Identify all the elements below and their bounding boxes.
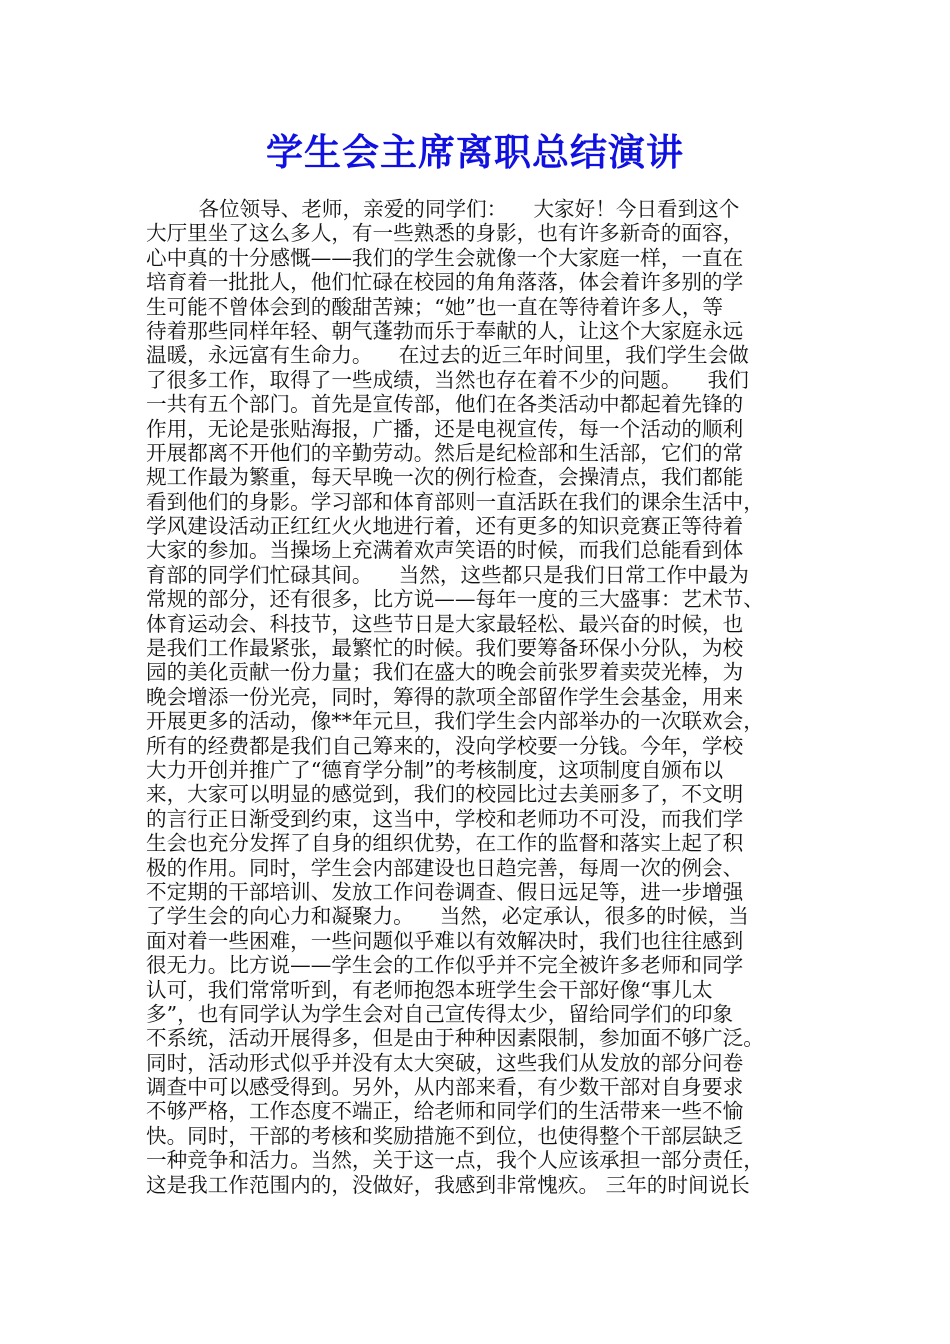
body-line: 规工作最为繁重，每天早晚一次的例行检查，会操清点，我们都能	[146, 465, 744, 490]
body-line: 认可，我们常常听到，有老师抱怨本班学生会干部好像“事儿太	[146, 977, 713, 1002]
body-line: 面对着一些困难，一些问题似乎难以有效解决时，我们也往往感到	[146, 928, 744, 953]
body-line: 调查中可以感受得到。另外，从内部来看，有少数干部对自身要求	[146, 1075, 744, 1100]
body-line: 不定期的干部培训、发放工作问卷调查、假日远足等，进一步增强	[146, 879, 744, 904]
body-line: 开展更多的活动，像**年元旦，我们学生会内部举办的一次联欢会，	[146, 709, 764, 734]
body-line: 晚会增添一份光亮，同时，筹得的款项全部留作学生会基金，用来	[146, 684, 744, 709]
body-line: 不够严格，工作态度不端正，给老师和同学们的生活带来一些不愉	[146, 1099, 744, 1124]
body-line: 是我们工作最紧张，最繁忙的时候。我们要筹备环保小分队，为校	[146, 636, 744, 661]
body-line: 来，大家可以明显的感觉到，我们的校园比过去美丽多了，不文明	[146, 782, 744, 807]
body-line: 了很多工作，取得了一些成绩，当然也存在着不少的问题。 我们	[146, 367, 749, 392]
body-line: 大力开创并推广了“德育学分制”的考核制度，这项制度自颁布以	[146, 757, 724, 782]
body-line: 园的美化贡献一份力量；我们在盛大的晚会前张罗着卖荧光棒，为	[146, 660, 744, 685]
document-body	[146, 197, 822, 1197]
body-line: 大厅里坐了这么多人，有一些熟悉的身影，也有许多新奇的面容，	[146, 221, 744, 246]
body-line: 学风建设活动正红红火火地进行着，还有更多的知识竞赛正等待着	[146, 514, 744, 539]
body-line: 温暖，永远富有生命力。 在过去的近三年时间里，我们学生会做	[146, 343, 749, 368]
body-line: 很无力。比方说——学生会的工作似乎并不完全被许多老师和同学	[146, 953, 744, 978]
body-line: 大家的参加。当操场上充满着欢声笑语的时候，而我们总能看到体	[146, 538, 744, 563]
body-line: 这是我工作范围内的，没做好，我感到非常愧疚。 三年的时间说长	[146, 1172, 750, 1197]
body-line: 一种竞争和活力。当然，关于这一点，我个人应该承担一部分责任，	[146, 1148, 764, 1173]
body-line: 育部的同学们忙碌其间。 当然，这些都只是我们日常工作中最为	[146, 562, 749, 587]
body-line: 各位领导、老师，亲爱的同学们： 大家好！今日看到这个	[146, 197, 740, 221]
body-line: 体育运动会、科技节，这些节日是大家最轻松、最兴奋的时候，也	[146, 611, 744, 636]
body-line: 多”，也有同学认为学生会对自己宣传得太少，留给同学们的印象	[146, 1001, 734, 1026]
body-line: 看到他们的身影。学习部和体育部则一直活跃在我们的课余生活中，	[146, 489, 764, 514]
document-title: 学生会主席离职总结演讲	[266, 130, 684, 174]
body-line: 的言行正日渐受到约束，这当中，学校和老师功不可没，而我们学	[146, 806, 744, 831]
body-line: 一共有五个部门。首先是宣传部，他们在各类活动中都起着先锋的	[146, 392, 744, 417]
body-line: 心中真的十分感慨——我们的学生会就像一个大家庭一样，一直在	[146, 245, 744, 270]
body-line: 极的作用。同时，学生会内部建设也日趋完善，每周一次的例会、	[146, 855, 744, 880]
body-line: 同时，活动形式似乎并没有太大突破，这些我们从发放的部分问卷	[146, 1050, 744, 1075]
body-line: 开展都离不开他们的辛勤劳动。然后是纪检部和生活部，它们的常	[146, 440, 744, 465]
body-line: 快。同时，干部的考核和奖励措施不到位，也使得整个干部层缺乏	[146, 1123, 744, 1148]
body-line: 所有的经费都是我们自己筹来的，没向学校要一分钱。今年，学校	[146, 733, 744, 758]
body-line: 不系统，活动开展得多，但是由于种种因素限制，参加面不够广泛。	[146, 1026, 764, 1051]
body-line: 待着那些同样年轻、朝气蓬勃而乐于奉献的人，让这个大家庭永远	[146, 318, 744, 343]
body-line: 常规的部分，还有很多，比方说——每年一度的三大盛事：艺术节、	[146, 587, 764, 612]
body-line: 生可能不曾体会到的酸甜苦辣；“她”也一直在等待着许多人，等	[146, 294, 724, 319]
body-line: 培育着一批批人，他们忙碌在校园的角角落落，体会着许多别的学	[146, 270, 744, 295]
body-line: 生会也充分发挥了自身的组织优势，在工作的监督和落实上起了积	[146, 831, 744, 856]
body-line: 了学生会的向心力和凝聚力。 当然，必定承认，很多的时候，当	[146, 904, 749, 929]
body-line: 作用，无论是张贴海报，广播，还是电视宣传，每一个活动的顺利	[146, 416, 744, 441]
